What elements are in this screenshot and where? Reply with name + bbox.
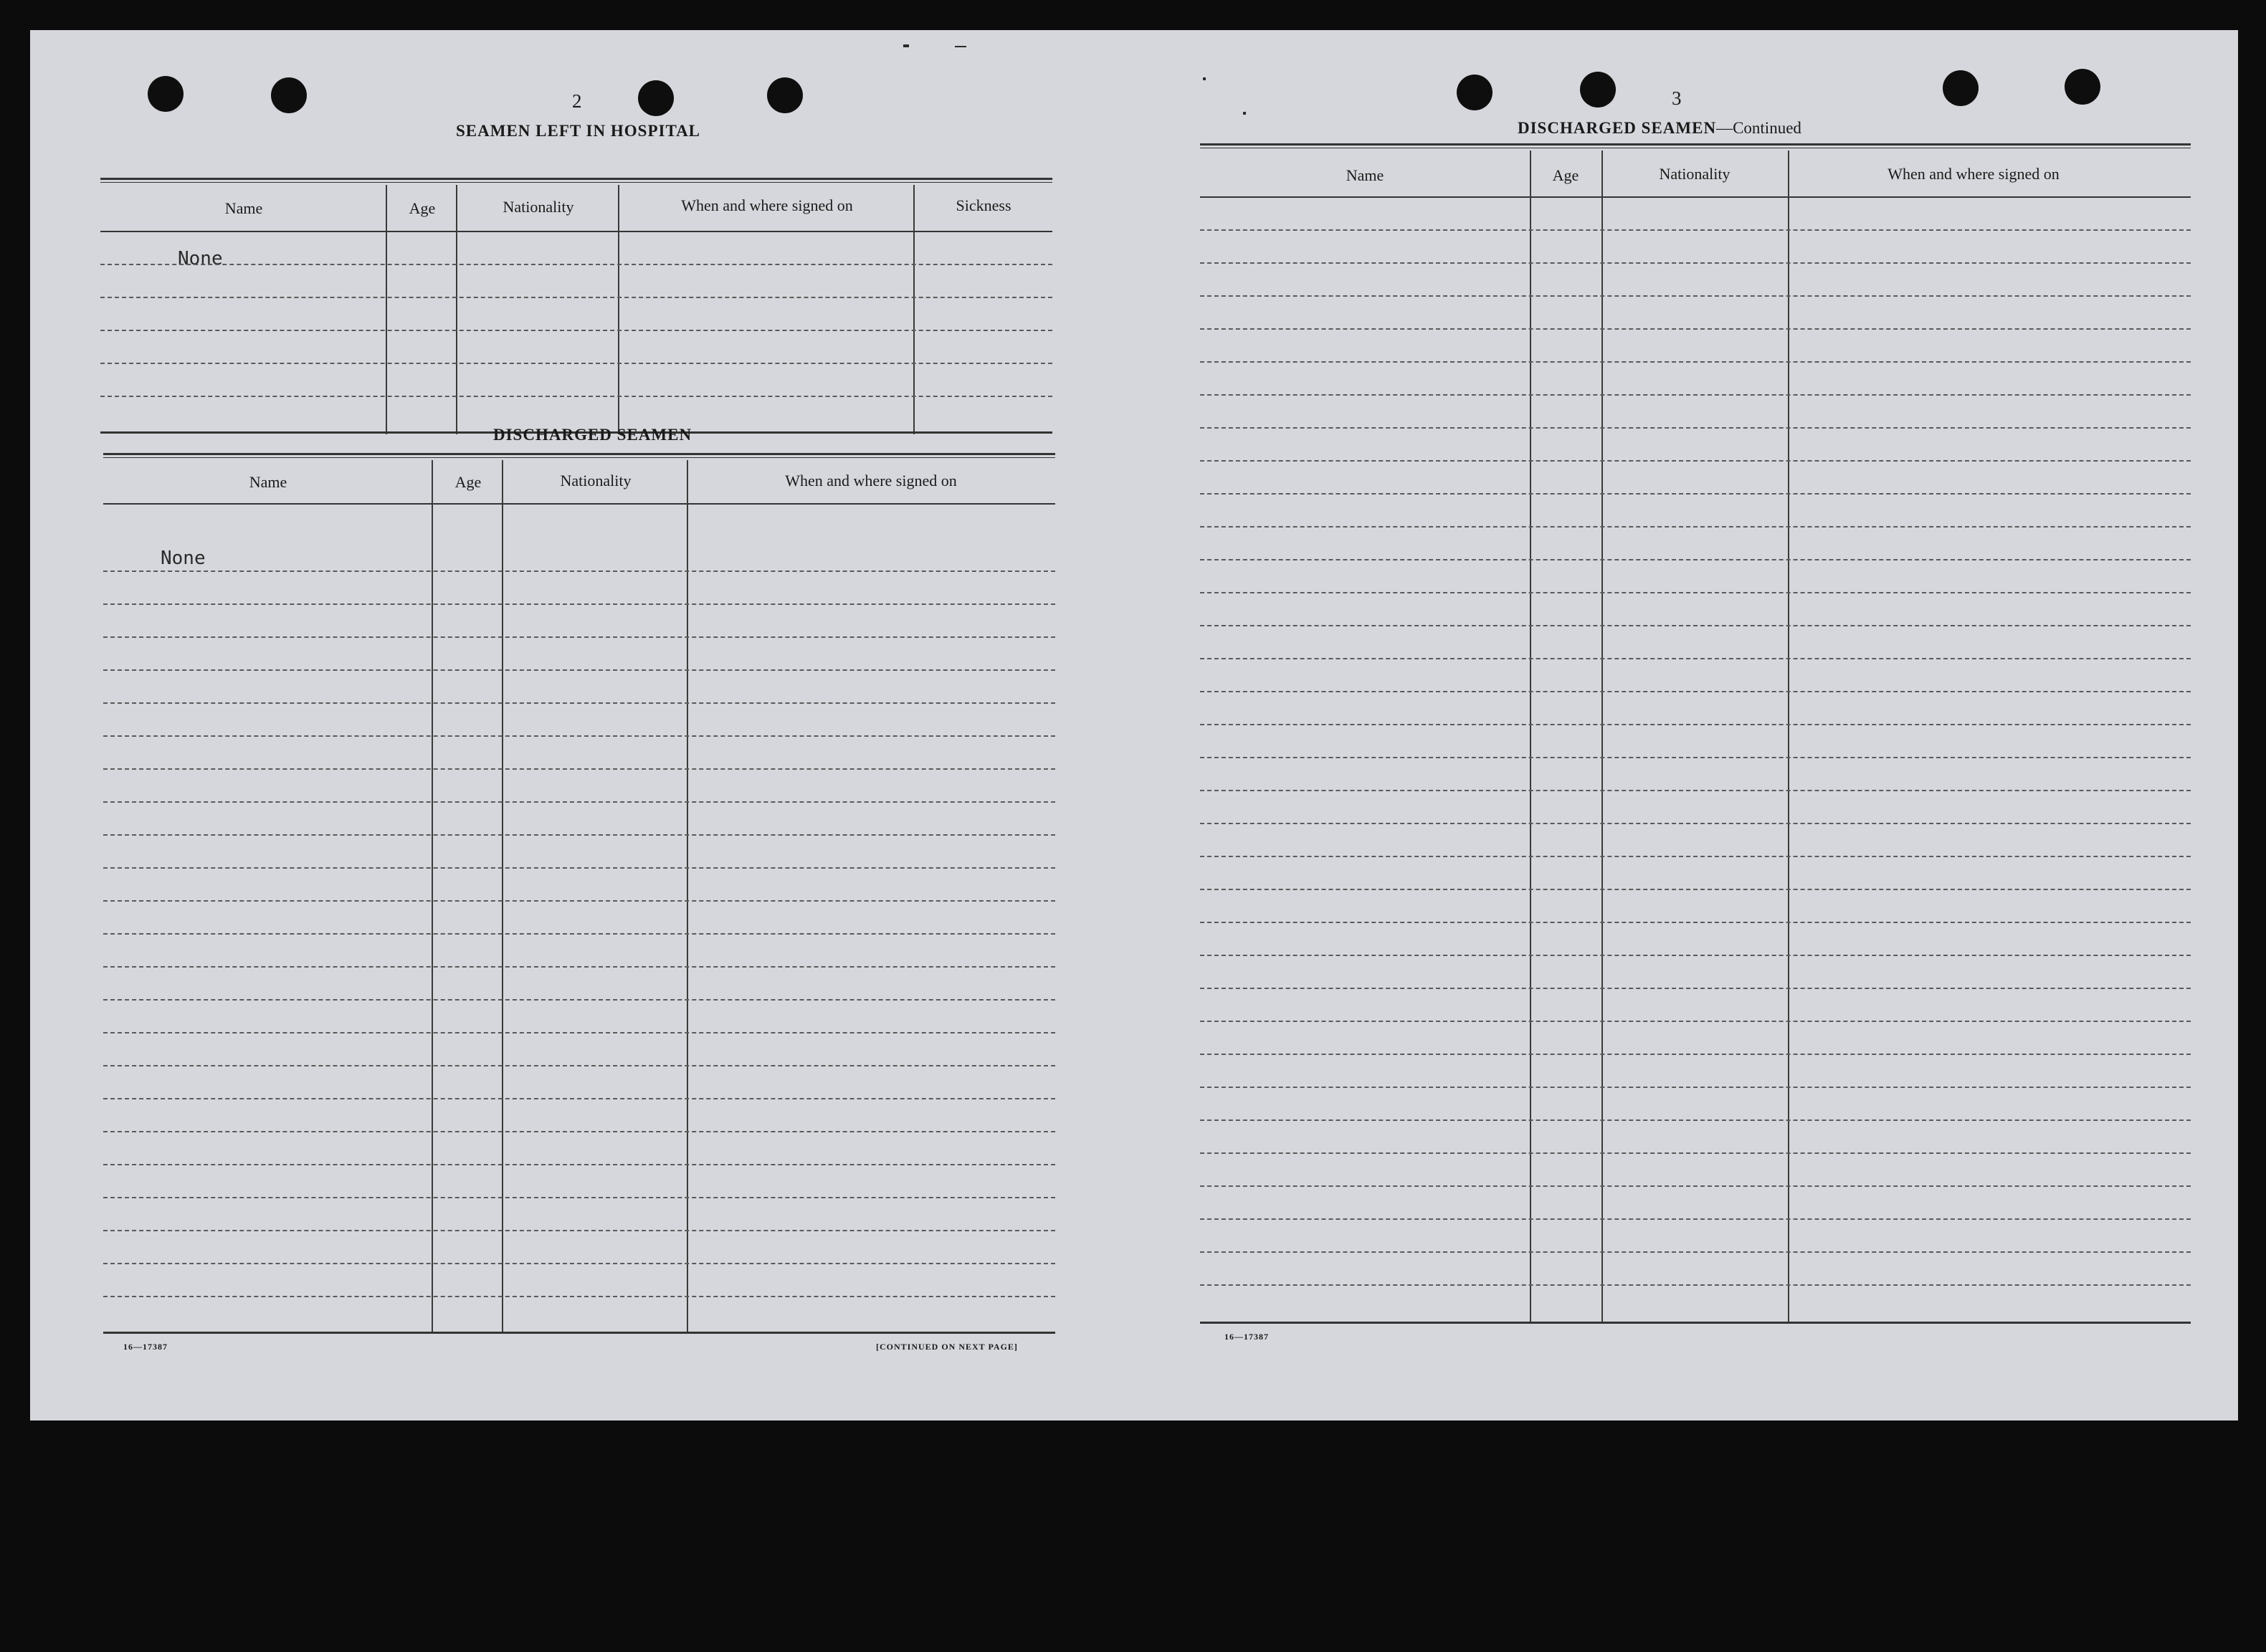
page-number-right: 3 — [1672, 87, 1682, 109]
discharged-col-name: Name — [249, 473, 287, 491]
discharged-col-nationality: Nationality — [560, 472, 632, 490]
discharged-col-signed-on: When and where signed on — [785, 472, 957, 490]
hospital-col-name: Name — [224, 199, 263, 217]
punch-hole — [1457, 75, 1493, 110]
punch-hole — [1943, 70, 1979, 106]
punch-hole — [638, 80, 674, 116]
document-sheet — [30, 30, 2238, 1421]
hospital-table — [100, 145, 1052, 439]
punch-hole — [148, 76, 184, 112]
discharged-continued-title-text: DISCHARGED SEAMEN — [1518, 119, 1717, 137]
right-col-signed-on: When and where signed on — [1887, 165, 2060, 183]
form-number-left: 16—17387 — [123, 1342, 168, 1352]
right-col-name: Name — [1346, 166, 1384, 184]
scan-speck — [1203, 77, 1206, 80]
scan-speck — [955, 46, 966, 47]
hospital-col-signed-on: When and where signed on — [681, 196, 853, 214]
discharged-table-right — [1200, 143, 2191, 1355]
punch-hole — [2065, 69, 2100, 105]
scan-speck — [903, 44, 909, 47]
discharged-continued-title — [1518, 119, 1801, 138]
punch-hole — [767, 77, 803, 113]
punch-hole — [271, 77, 307, 113]
discharged-col-age: Age — [454, 473, 482, 491]
discharged-section-title: DISCHARGED SEAMEN — [493, 426, 692, 444]
hospital-col-age: Age — [409, 199, 436, 217]
punch-hole — [1580, 72, 1616, 108]
form-number-right: 16—17387 — [1224, 1332, 1269, 1342]
right-col-age: Age — [1552, 166, 1579, 184]
hospital-section-title: SEAMEN LEFT IN HOSPITAL — [456, 122, 701, 140]
hospital-entry-name: None — [178, 248, 223, 269]
hospital-col-nationality: Nationality — [503, 198, 574, 216]
hospital-col-sickness: Sickness — [956, 196, 1011, 214]
continued-suffix: —Continued — [1716, 119, 1801, 137]
discharged-table-left — [103, 453, 1055, 1370]
discharged-entry-name: None — [161, 548, 206, 569]
continued-note: [CONTINUED ON NEXT PAGE] — [876, 1342, 1018, 1352]
scan-speck — [1243, 112, 1246, 115]
page-number-left: 2 — [572, 90, 582, 112]
right-col-nationality: Nationality — [1659, 165, 1731, 183]
